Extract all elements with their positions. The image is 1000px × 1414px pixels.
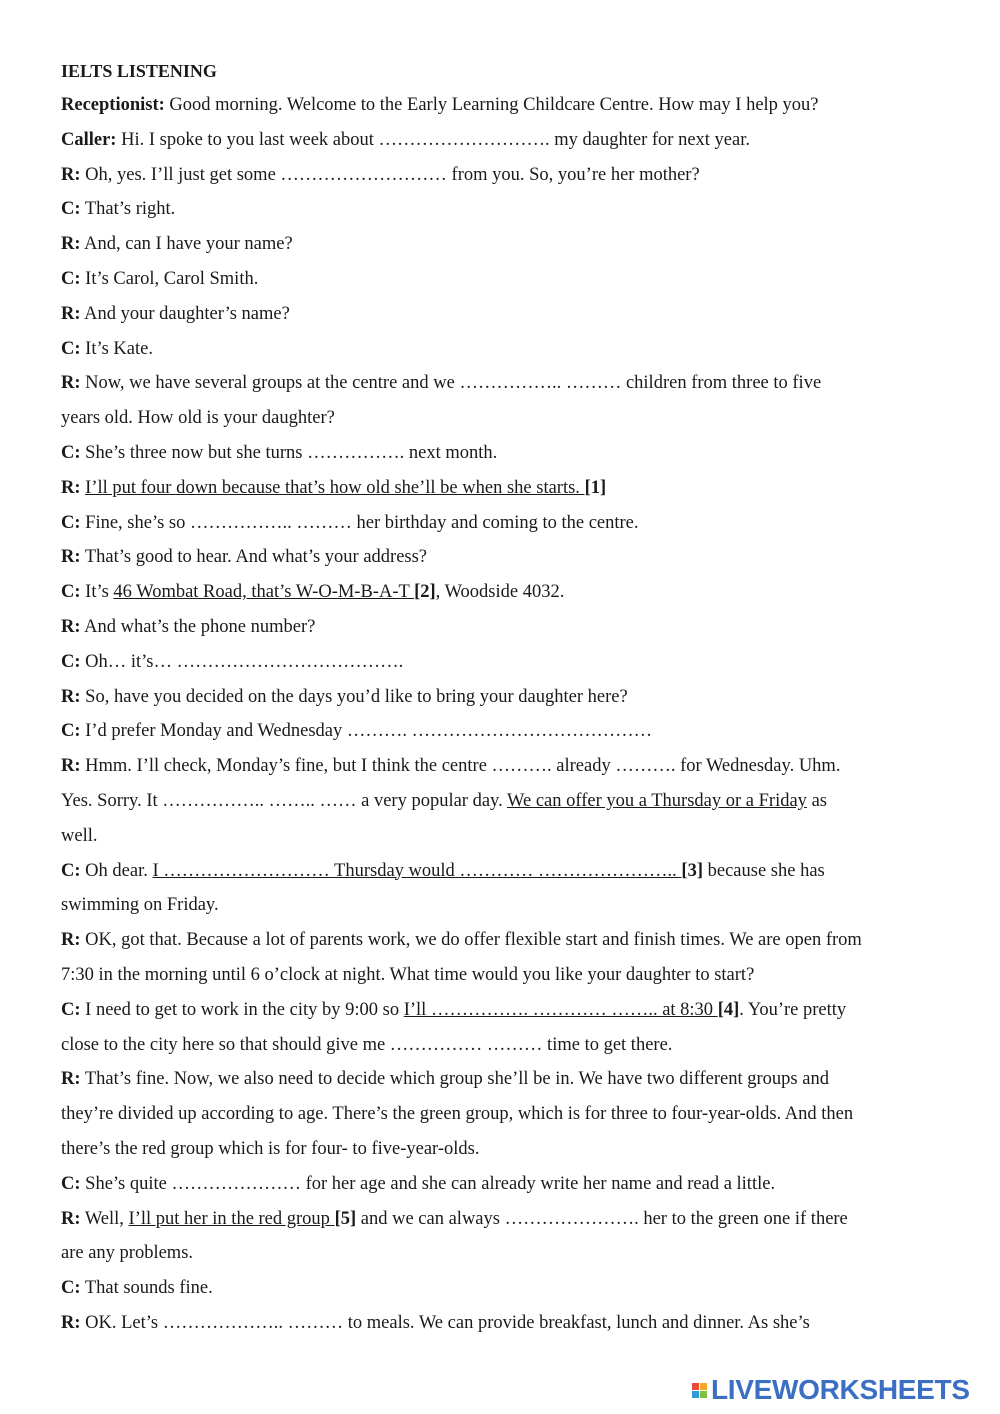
dialogue-line (61, 749, 941, 784)
line-text: they’re divided up according to age. There’s the green group, which is for three to four-year-olds. And then (61, 1104, 854, 1125)
dialogue-line (61, 958, 941, 993)
line-text: And your daughter’s name? (80, 303, 290, 324)
line-text: as (806, 790, 827, 811)
line-text: Good morning. Welcome to the Early Learning Childcare Centre. How may I help you? (164, 95, 819, 115)
speaker-label: C: (61, 338, 81, 359)
dialogue-line (61, 262, 941, 297)
dialogue-line (61, 436, 941, 471)
speaker-label: R: (61, 686, 81, 707)
answer-underline: We can offer you a Thursday or a Friday (507, 790, 807, 811)
speaker-label: R: (61, 234, 81, 255)
question-number: [4] (717, 999, 740, 1020)
line-text: So, have you decided on the days you’d like to bring your daughter here? (80, 686, 628, 707)
line-text: She’s three now but she turns ……………. next month. (80, 442, 498, 463)
speaker-label: C: (61, 999, 81, 1020)
dialogue-line (61, 88, 941, 123)
answer-underline: I ……………………… Thursday would ………… ………………….. (152, 860, 682, 881)
line-text: That’s fine. Now, we also need to decide which group she’ll be in. We have two different groups and (80, 1069, 829, 1090)
dialogue-line (61, 1271, 941, 1306)
dialogue-line (61, 993, 941, 1028)
speaker-label: C: (61, 512, 81, 533)
dialogue-line (61, 506, 941, 541)
speaker-label: R: (61, 373, 81, 394)
dialogue-line (61, 540, 941, 575)
dialogue-line (61, 158, 941, 193)
liveworksheets-logo-mark (692, 1383, 707, 1398)
question-number: [1] (584, 477, 607, 498)
question-number: [5] (334, 1208, 357, 1229)
speaker-label: Caller: (61, 129, 117, 150)
speaker-label: C: (61, 721, 81, 742)
dialogue-line (61, 227, 941, 262)
dialogue-line (61, 1062, 941, 1097)
speaker-label: R: (61, 1208, 81, 1229)
line-text: Oh… it’s… ………………………………. (80, 651, 404, 672)
line-text: well. (61, 825, 98, 846)
dialogue-line (61, 680, 941, 715)
line-text: Yes. Sorry. It …………….. …….. …… a very popular day. (61, 790, 508, 811)
dialogue-line (61, 714, 941, 749)
answer-underline: I’ll put her in the red group (128, 1208, 335, 1229)
line-text: , Woodside 4032. (435, 582, 565, 603)
speaker-label: R: (61, 616, 81, 637)
line-text: Well, (80, 1208, 129, 1229)
line-text: Oh, yes. I’ll just get some ……………………… from you. So, you’re her mother? (80, 164, 700, 185)
dialogue-line (61, 888, 941, 923)
line-text: And, can I have your name? (80, 234, 293, 255)
line-text: 7:30 in the morning until 6 o’clock at night. What time would you like your daughter to start? (61, 964, 755, 985)
dialogue-line (61, 610, 941, 645)
logo-square-red (692, 1383, 699, 1390)
speaker-label: R: (61, 477, 81, 498)
speaker-label: C: (61, 268, 81, 289)
speaker-label: R: (61, 930, 81, 951)
logo-square-blue (692, 1391, 699, 1398)
speaker-label: R: (61, 1069, 81, 1090)
dialogue-line (61, 645, 941, 680)
speaker-label: R: (61, 547, 81, 568)
dialogue-line (61, 854, 941, 889)
dialogue-line (61, 1236, 941, 1271)
dialogue-transcript (61, 88, 941, 1341)
dialogue-line (61, 401, 941, 436)
line-text: close to the city here so that should give me …………… ……… time to get there. (61, 1034, 673, 1055)
speaker-label: C: (61, 442, 81, 463)
line-text: . You’re pretty (739, 999, 847, 1020)
worksheet-document (61, 59, 941, 1341)
line-text: It’s Kate. (80, 338, 153, 359)
line-text: there’s the red group which is for four- to five-year-olds. (61, 1138, 480, 1159)
line-text: Hi. I spoke to you last week about ………………………. my daughter for next year. (116, 129, 750, 150)
speaker-label: C: (61, 582, 81, 603)
line-text: I need to get to work in the city by 9:00 so (80, 999, 404, 1020)
dialogue-line (61, 332, 941, 367)
line-text: It’s Carol, Carol Smith. (80, 268, 259, 289)
logo-square-orange (700, 1383, 707, 1390)
liveworksheets-wordmark: LIVEWORKSHEETS (711, 1374, 970, 1405)
line-text: swimming on Friday. (61, 895, 219, 916)
dialogue-line (61, 471, 941, 506)
speaker-label: R: (61, 756, 81, 777)
line-text: are any problems. (61, 1243, 194, 1264)
speaker-label: R: (61, 164, 81, 185)
answer-underline: I’ll ……………. ………… …….. at 8:30 (403, 999, 718, 1020)
speaker-label: C: (61, 199, 81, 220)
speaker-label: R: (61, 303, 81, 324)
answer-underline: I’ll put four down because that’s how old she’ll be when she starts. (85, 477, 585, 498)
liveworksheets-logo (692, 1376, 970, 1404)
line-text: Fine, she’s so …………….. ……… her birthday and coming to the centre. (80, 512, 639, 533)
dialogue-line (61, 123, 941, 158)
dialogue-line (61, 819, 941, 854)
line-text: That’s good to hear. And what’s your address? (80, 547, 428, 568)
speaker-label: C: (61, 860, 81, 881)
line-text: Now, we have several groups at the centre and we …………….. ……… children from three to five (80, 373, 822, 394)
line-text: She’s quite ………………… for her age and she can already write her name and read a little. (80, 1173, 776, 1194)
speaker-label: C: (61, 1278, 81, 1299)
dialogue-line (61, 575, 941, 610)
dialogue-line (61, 297, 941, 332)
dialogue-line (61, 366, 941, 401)
line-text: OK, got that. Because a lot of parents work, we do offer flexible start and finish times. We are open from (80, 930, 862, 951)
logo-square-green (700, 1391, 707, 1398)
line-text: and we can always …………………. her to the green one if there (356, 1208, 848, 1229)
line-text: That’s right. (80, 199, 176, 220)
dialogue-line (61, 923, 941, 958)
line-text: because she has (703, 860, 825, 881)
line-text: OK. Let’s ……………….. ……… to meals. We can provide breakfast, lunch and dinner. As she’s (80, 1312, 810, 1333)
question-number: [2] (414, 582, 436, 603)
dialogue-line (61, 1202, 941, 1237)
dialogue-line (61, 1132, 941, 1167)
line-text: Hmm. I’ll check, Monday’s fine, but I think the centre ………. already ………. for Wednesday. Uhm. (80, 756, 841, 777)
answer-underline: 46 Wombat Road, that’s W-O-M-B-A-T (113, 582, 415, 603)
dialogue-line (61, 1306, 941, 1341)
speaker-label: C: (61, 651, 81, 672)
speaker-label: C: (61, 1173, 81, 1194)
line-text: Oh dear. (80, 860, 153, 881)
dialogue-line (61, 784, 941, 819)
page-title: IELTS LISTENING (61, 61, 217, 81)
line-text: years old. How old is your daughter? (61, 408, 335, 429)
dialogue-line (61, 192, 941, 227)
question-number: [3] (681, 860, 703, 881)
line-text: That sounds fine. (80, 1278, 213, 1299)
speaker-label: R: (61, 1312, 81, 1333)
line-text: It’s (80, 582, 114, 603)
dialogue-line (61, 1167, 941, 1202)
speaker-label: Receptionist: (61, 95, 165, 115)
dialogue-line (61, 1097, 941, 1132)
line-text: And what’s the phone number? (80, 616, 316, 637)
dialogue-line (61, 1028, 941, 1063)
line-text: I’d prefer Monday and Wednesday ………. ………………………………… (80, 721, 653, 742)
